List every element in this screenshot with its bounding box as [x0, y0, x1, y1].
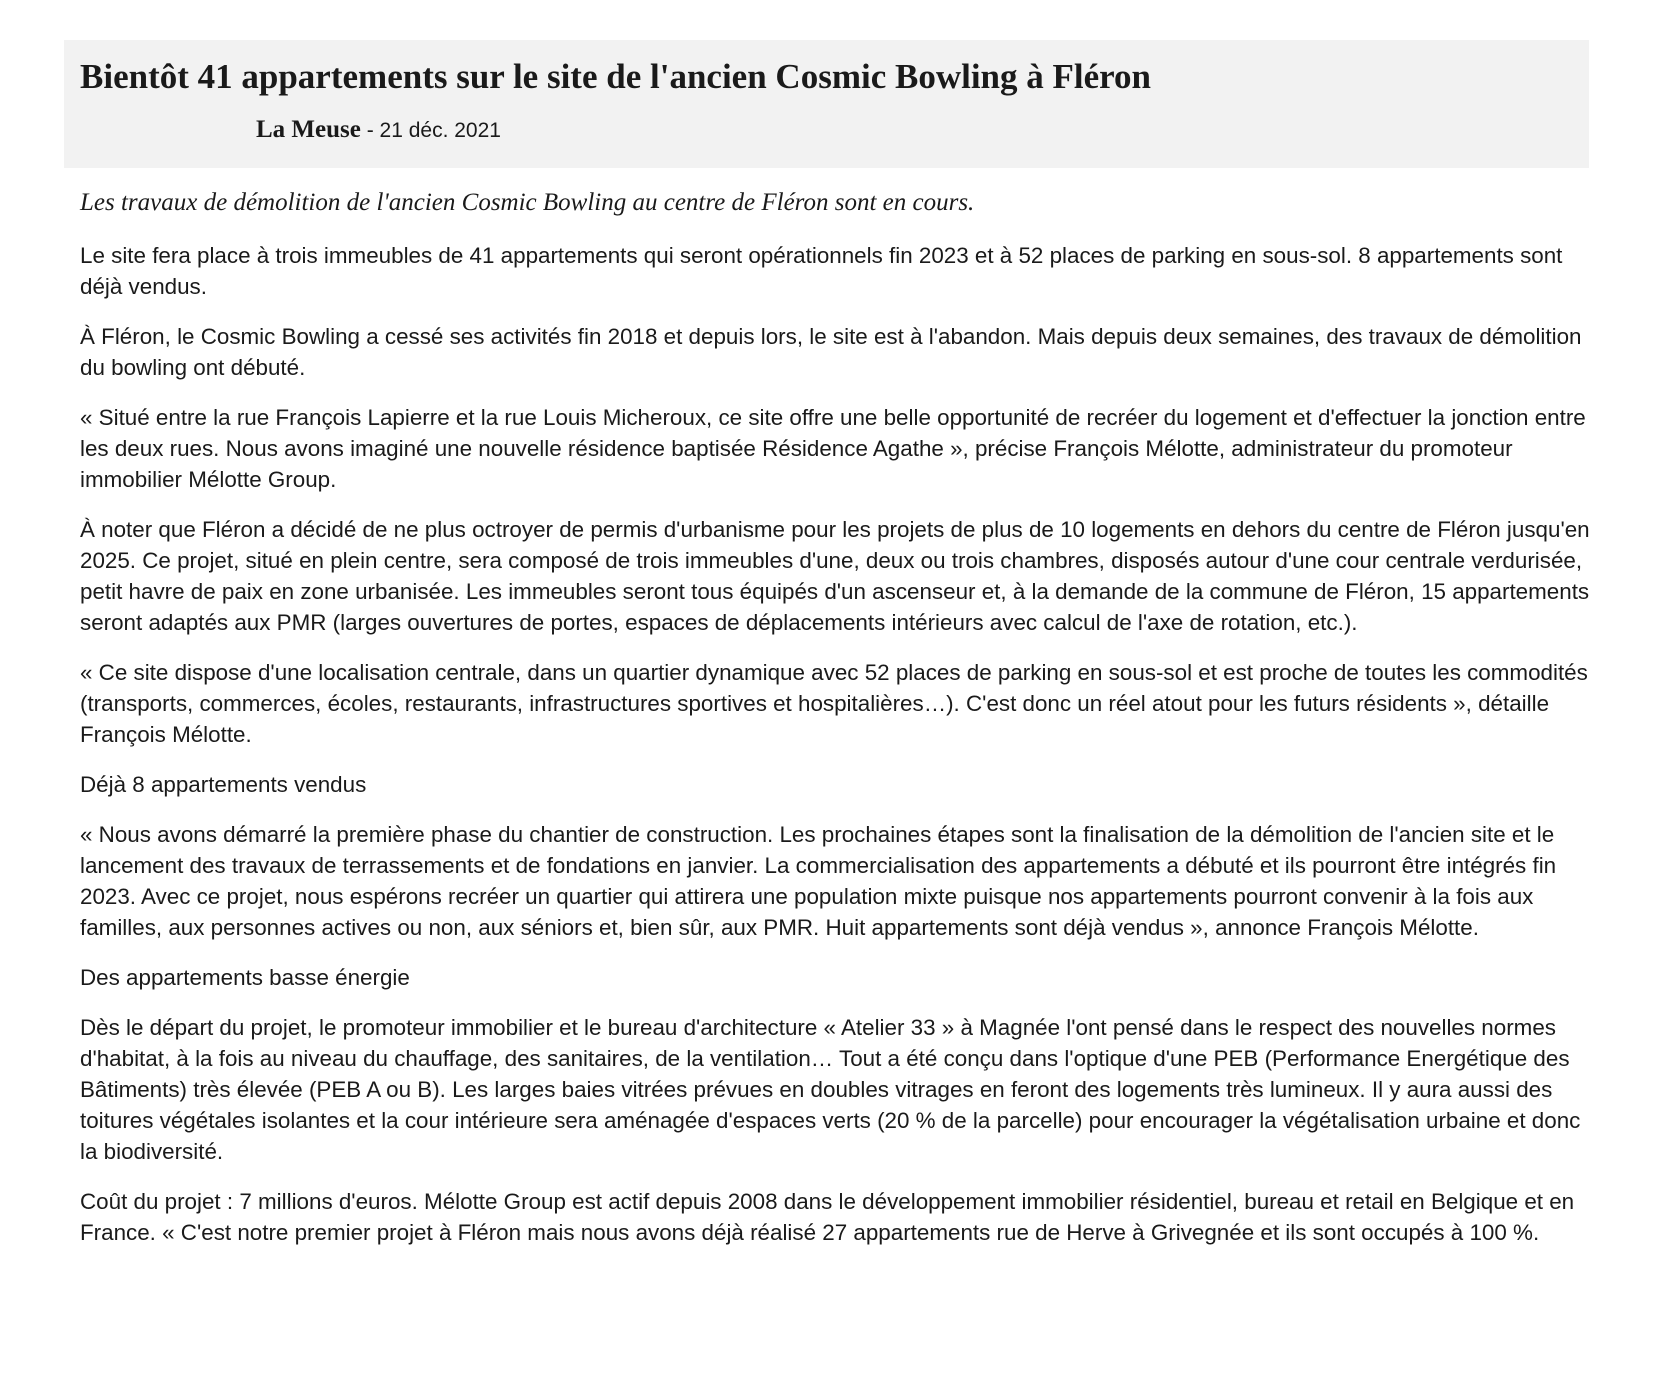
source-name: La Meuse	[256, 116, 361, 143]
article-lead: Les travaux de démolition de l'ancien Cosmic Bowling au centre de Fléron sont en cours.	[80, 189, 975, 216]
paragraph: « Situé entre la rue François Lapierre et la rue Louis Micheroux, ce site offre une belle opportunité de recréer du logement et d'effectuer la jonction entre les deux rues. Nous avons imaginé une nouvelle résidence baptisée Résidence Agathe », précise François Mélotte, administrateur du promoteur immobilier Mélotte Group.	[80, 405, 1586, 492]
publication-date: 21 déc. 2021	[379, 119, 501, 142]
section-subheading: Des appartements basse énergie	[80, 965, 410, 990]
paragraph: Coût du projet : 7 millions d'euros. Mélotte Group est actif depuis 2008 dans le développement immobilier résidentiel, bureau et retail en Belgique et en France. « C'est notre premier projet à Fléron mais nous avons déjà réalisé 27 appartements rue de Herve à Grivegnée et ils sont occupés à 100 %.	[80, 1189, 1575, 1245]
paragraph: À Fléron, le Cosmic Bowling a cessé ses activités fin 2018 et depuis lors, le site est à l'abandon. Mais depuis deux semaines, des travaux de démolition du bowling ont débuté.	[80, 324, 1582, 380]
article-title: Bientôt 41 appartements sur le site de l'ancien Cosmic Bowling à Fléron	[80, 57, 1152, 96]
article-body	[80, 186, 1595, 1267]
section-subheading: Déjà 8 appartements vendus	[80, 772, 367, 797]
byline-separator: -	[360, 119, 380, 142]
paragraph: « Nous avons démarré la première phase du chantier de construction. Les prochaines étapes sont la finalisation de la démolition de l'ancien site et le lancement des travaux de terrassements et de fondations en janvier. La commercialisation des appartements a débuté et ils pourront être intégrés fin 2023. Avec ce projet, nous espérons recréer un quartier qui attirera une population mixte puisque nos appartements pourront convenir à la fois aux familles, aux personnes actives ou non, aux séniors et, bien sûr, aux PMR. Huit appartements sont déjà vendus », annonce François Mélotte.	[80, 822, 1557, 940]
paragraph: Dès le départ du projet, le promoteur immobilier et le bureau d'architecture « Atelier 33 » à Magnée l'ont pensé dans le respect des nouvelles normes d'habitat, à la fois au niveau du chauffage, des sanitaires, de la ventilation… Tout a été conçu dans l'optique d'une PEB (Performance Energétique des Bâtiments) très élevée (PEB A ou B). Les larges baies vitrées prévues en doubles vitrages en feront des logements très lumineux. Il y aura aussi des toitures végétales isolantes et la cour intérieure sera aménagée d'espaces verts (20 % de la parcelle) pour encourager la végétalisation urbaine et donc la biodiversité.	[80, 1015, 1581, 1164]
paragraph: Le site fera place à trois immeubles de 41 appartements qui seront opérationnels fin 2023 et à 52 places de parking en sous-sol. 8 appartements sont déjà vendus.	[80, 243, 1563, 299]
paragraph: « Ce site dispose d'une localisation centrale, dans un quartier dynamique avec 52 places de parking en sous-sol et est proche de toutes les commodités (transports, commerces, écoles, restaurants, infrastructures sportives et hospitalières…). C'est donc un réel atout pour les futurs résidents », détaille François Mélotte.	[80, 660, 1588, 747]
byline	[256, 116, 501, 144]
paragraph: À noter que Fléron a décidé de ne plus octroyer de permis d'urbanisme pour les projets de plus de 10 logements en dehors du centre de Fléron jusqu'en 2025. Ce projet, situé en plein centre, sera composé de trois immeubles d'une, deux ou trois chambres, disposés autour d'une cour centrale verdurisée, petit havre de paix en zone urbanisée. Les immeubles seront tous équipés d'un ascenseur et, à la demande de la commune de Fléron, 15 appartements seront adaptés aux PMR (larges ouvertures de portes, espaces de déplacements intérieurs avec calcul de l'axe de rotation, etc.).	[80, 517, 1590, 635]
